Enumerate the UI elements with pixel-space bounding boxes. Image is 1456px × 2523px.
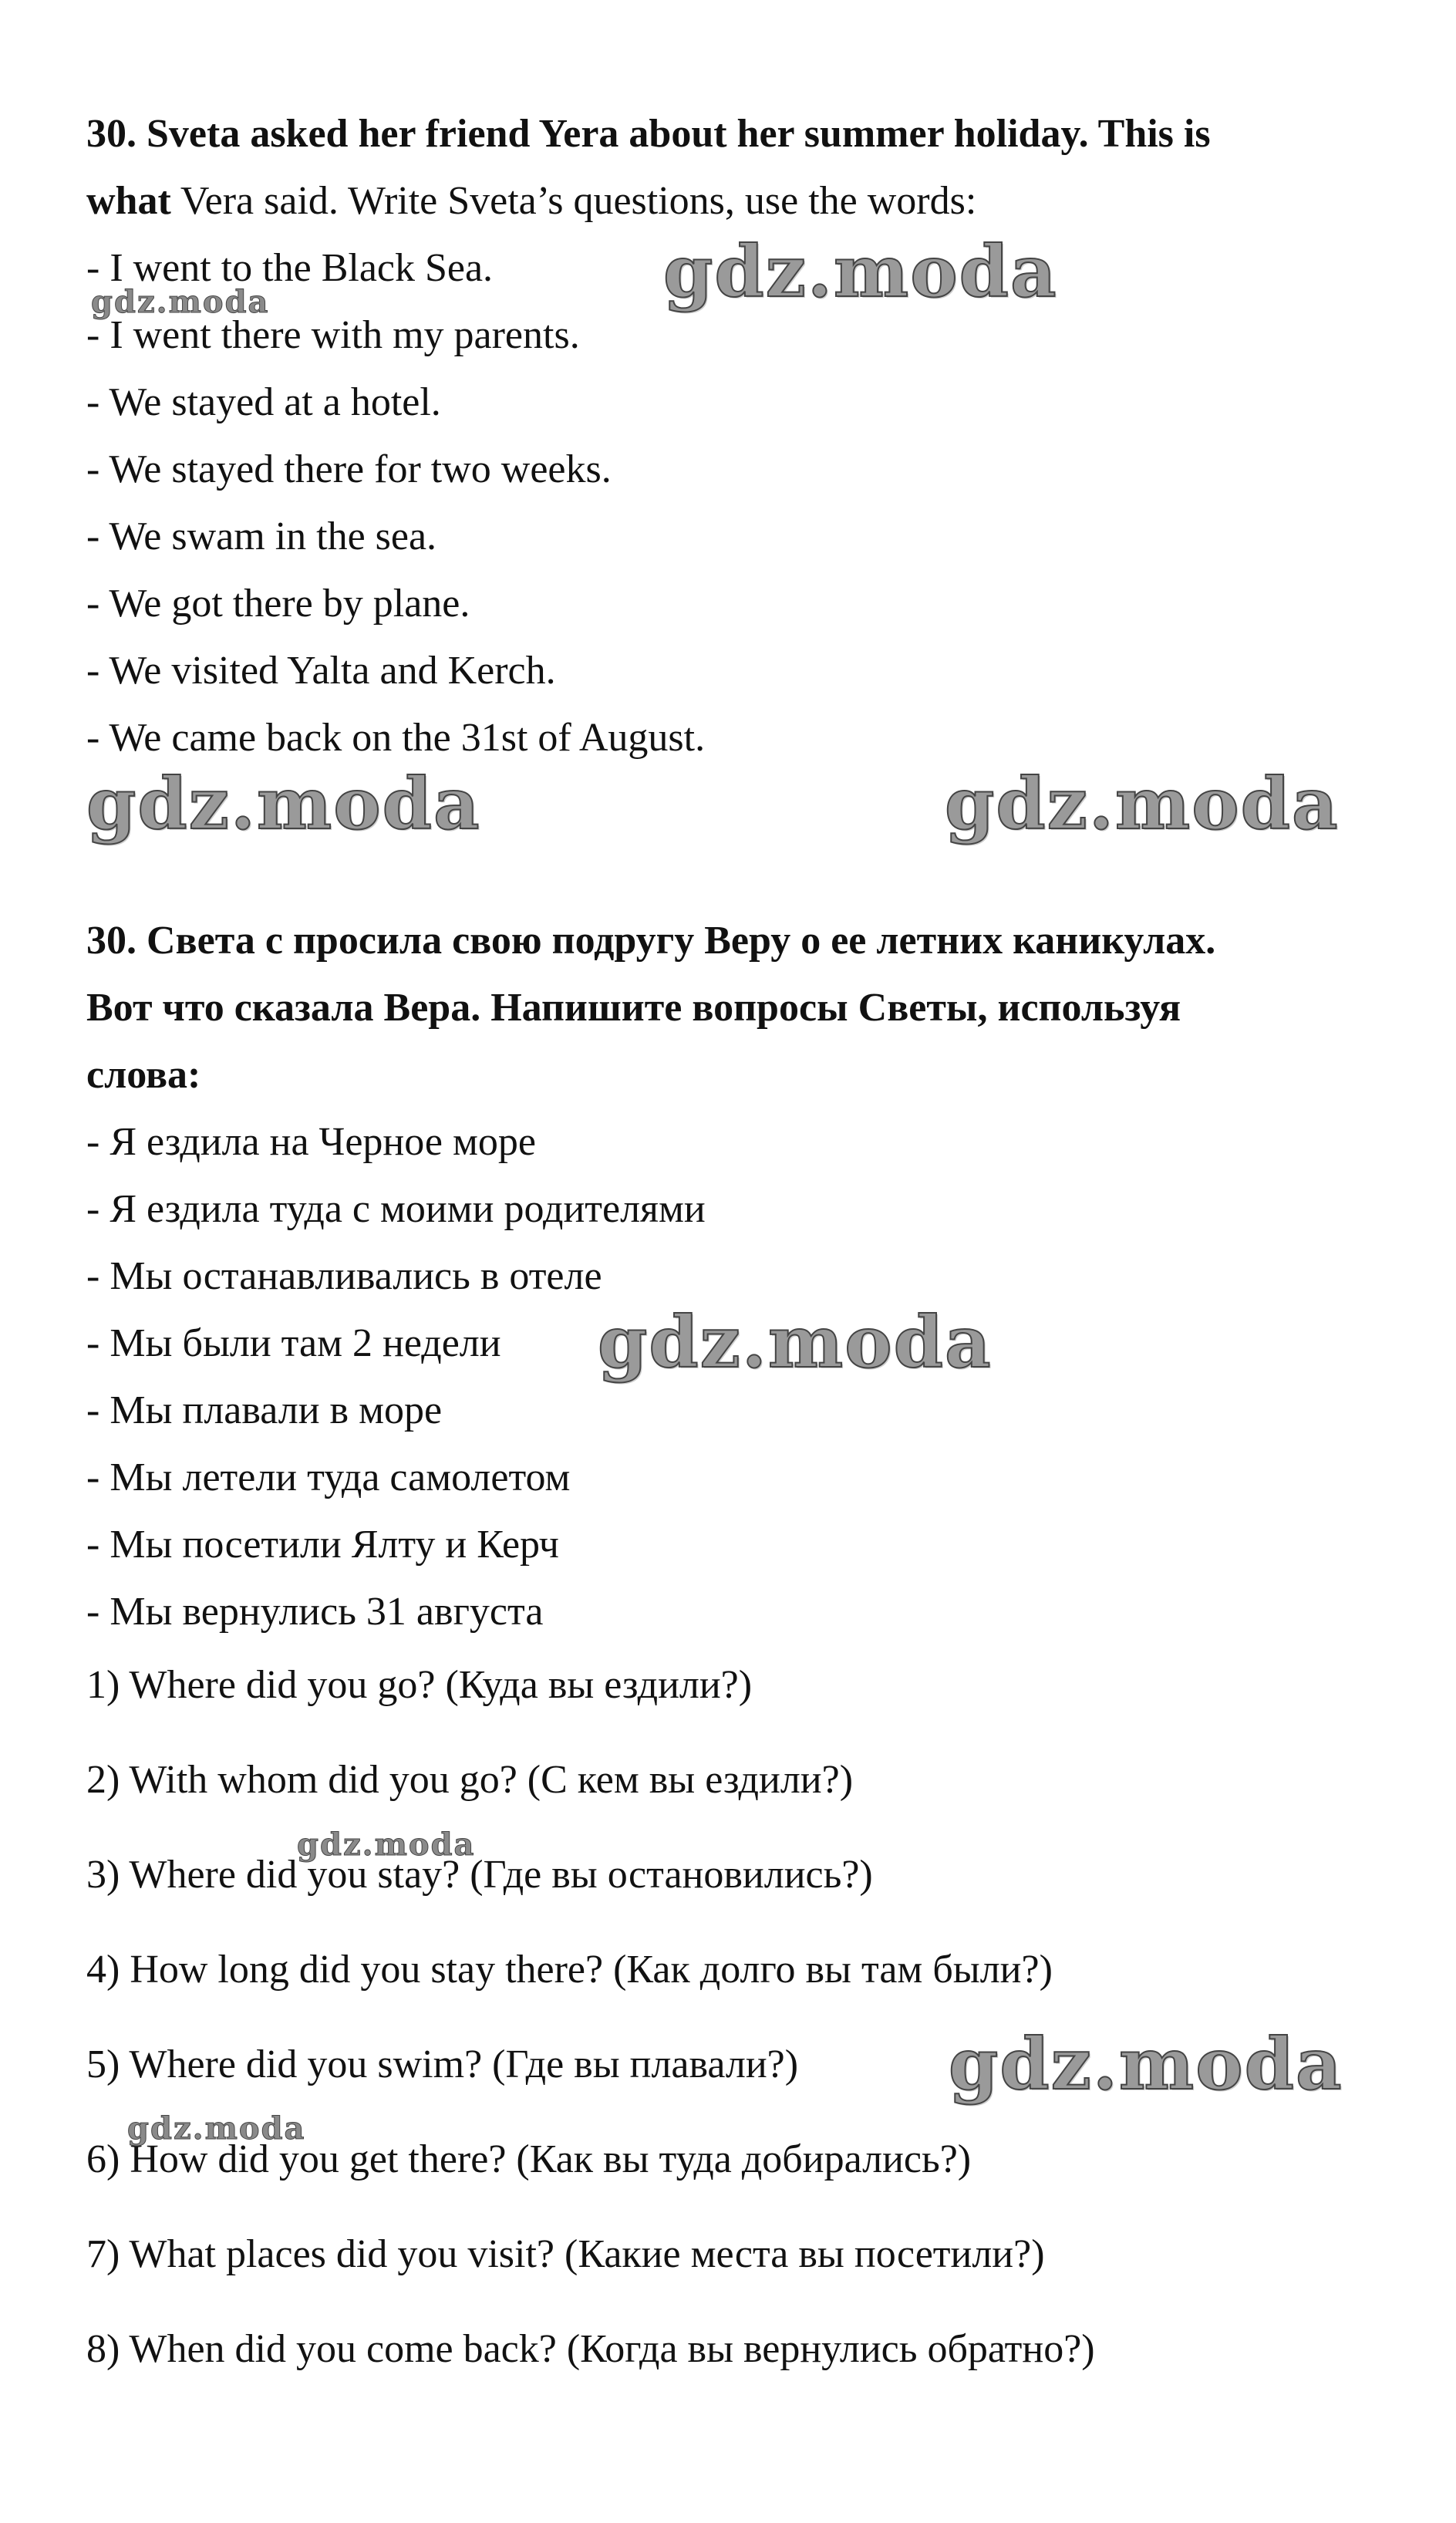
russian-line: - Мы останавливались в отеле <box>86 1254 602 1298</box>
answer-item: 5) Where did you swim? (Где вы плавали?) <box>86 2042 799 2086</box>
answer-item: 1) Where did you go? (Куда вы ездили?) <box>86 1663 753 1707</box>
russian-heading-line: слова: <box>86 1053 201 1097</box>
watermark-logo-small: gdz.moda <box>127 2110 306 2147</box>
english-line: - We stayed at a hotel. <box>86 380 441 424</box>
watermark-logo: gdz.moda <box>663 230 1058 313</box>
watermark-logo-small: gdz.moda <box>297 1826 476 1863</box>
watermark-logo-small: gdz.moda <box>91 284 270 320</box>
spacer <box>86 1645 1382 1662</box>
english-heading-rest: Vera said. Write Sveta’s questions, use the words: <box>170 179 977 223</box>
answer-item: 6) How did you get there? (Как вы туда добирались?) <box>86 2137 972 2181</box>
watermark-logo: gdz.moda <box>949 2022 1343 2106</box>
english-line: - We visited Yalta and Kerch. <box>86 649 556 693</box>
russian-line: - Мы были там 2 недели <box>86 1321 501 1365</box>
watermark-logo: gdz.moda <box>598 1300 993 1384</box>
english-line: - We came back on the 31st of August. <box>86 716 706 760</box>
answer-item: 4) How long did you stay there? (Как долго вы там были?) <box>86 1948 1053 1992</box>
answer-item: 2) With whom did you go? (С кем вы ездили?) <box>86 1758 854 1802</box>
russian-line: - Я ездила на Черное море <box>86 1120 536 1164</box>
watermark-logo: gdz.moda <box>86 762 481 845</box>
english-line: - I went there with my parents. <box>86 313 580 357</box>
russian-line: - Мы посетили Ялту и Керч <box>86 1523 559 1567</box>
english-line: - We swam in the sea. <box>86 514 437 558</box>
english-line: - I went to the Black Sea. <box>86 246 494 290</box>
answer-item: 7) What places did you visit? (Какие места вы посетили?) <box>86 2232 1045 2276</box>
english-heading-line-1: 30. Sveta asked her friend Yera about her summer holiday. This is <box>86 112 1211 156</box>
russian-line: - Я ездила туда с моими родителями <box>86 1187 706 1231</box>
english-line: - We stayed there for two weeks. <box>86 447 612 491</box>
answer-item: 3) Where did you stay? (Где вы остановились?) <box>86 1853 873 1897</box>
answers-list <box>86 1662 1382 2373</box>
russian-task <box>86 907 1382 1645</box>
russian-line: - Мы летели туда самолетом <box>86 1455 571 1499</box>
russian-line: - Мы плавали в море <box>86 1388 443 1432</box>
russian-line: - Мы вернулись 31 августа <box>86 1590 544 1634</box>
english-task <box>86 100 1382 771</box>
english-line: - We got there by plane. <box>86 582 470 626</box>
russian-heading-line: Вот что сказала Вера. Напишите вопросы Светы, используя <box>86 986 1181 1030</box>
english-heading-bold-word: what <box>86 179 171 223</box>
answer-item: 8) When did you come back? (Когда вы вернулись обратно?) <box>86 2327 1095 2371</box>
english-heading-line-2 <box>86 167 1382 234</box>
russian-heading-line: 30. Света с просила свою подругу Веру о ее летних каникулах. <box>86 919 1216 963</box>
watermark-logo: gdz.moda <box>945 762 1340 845</box>
